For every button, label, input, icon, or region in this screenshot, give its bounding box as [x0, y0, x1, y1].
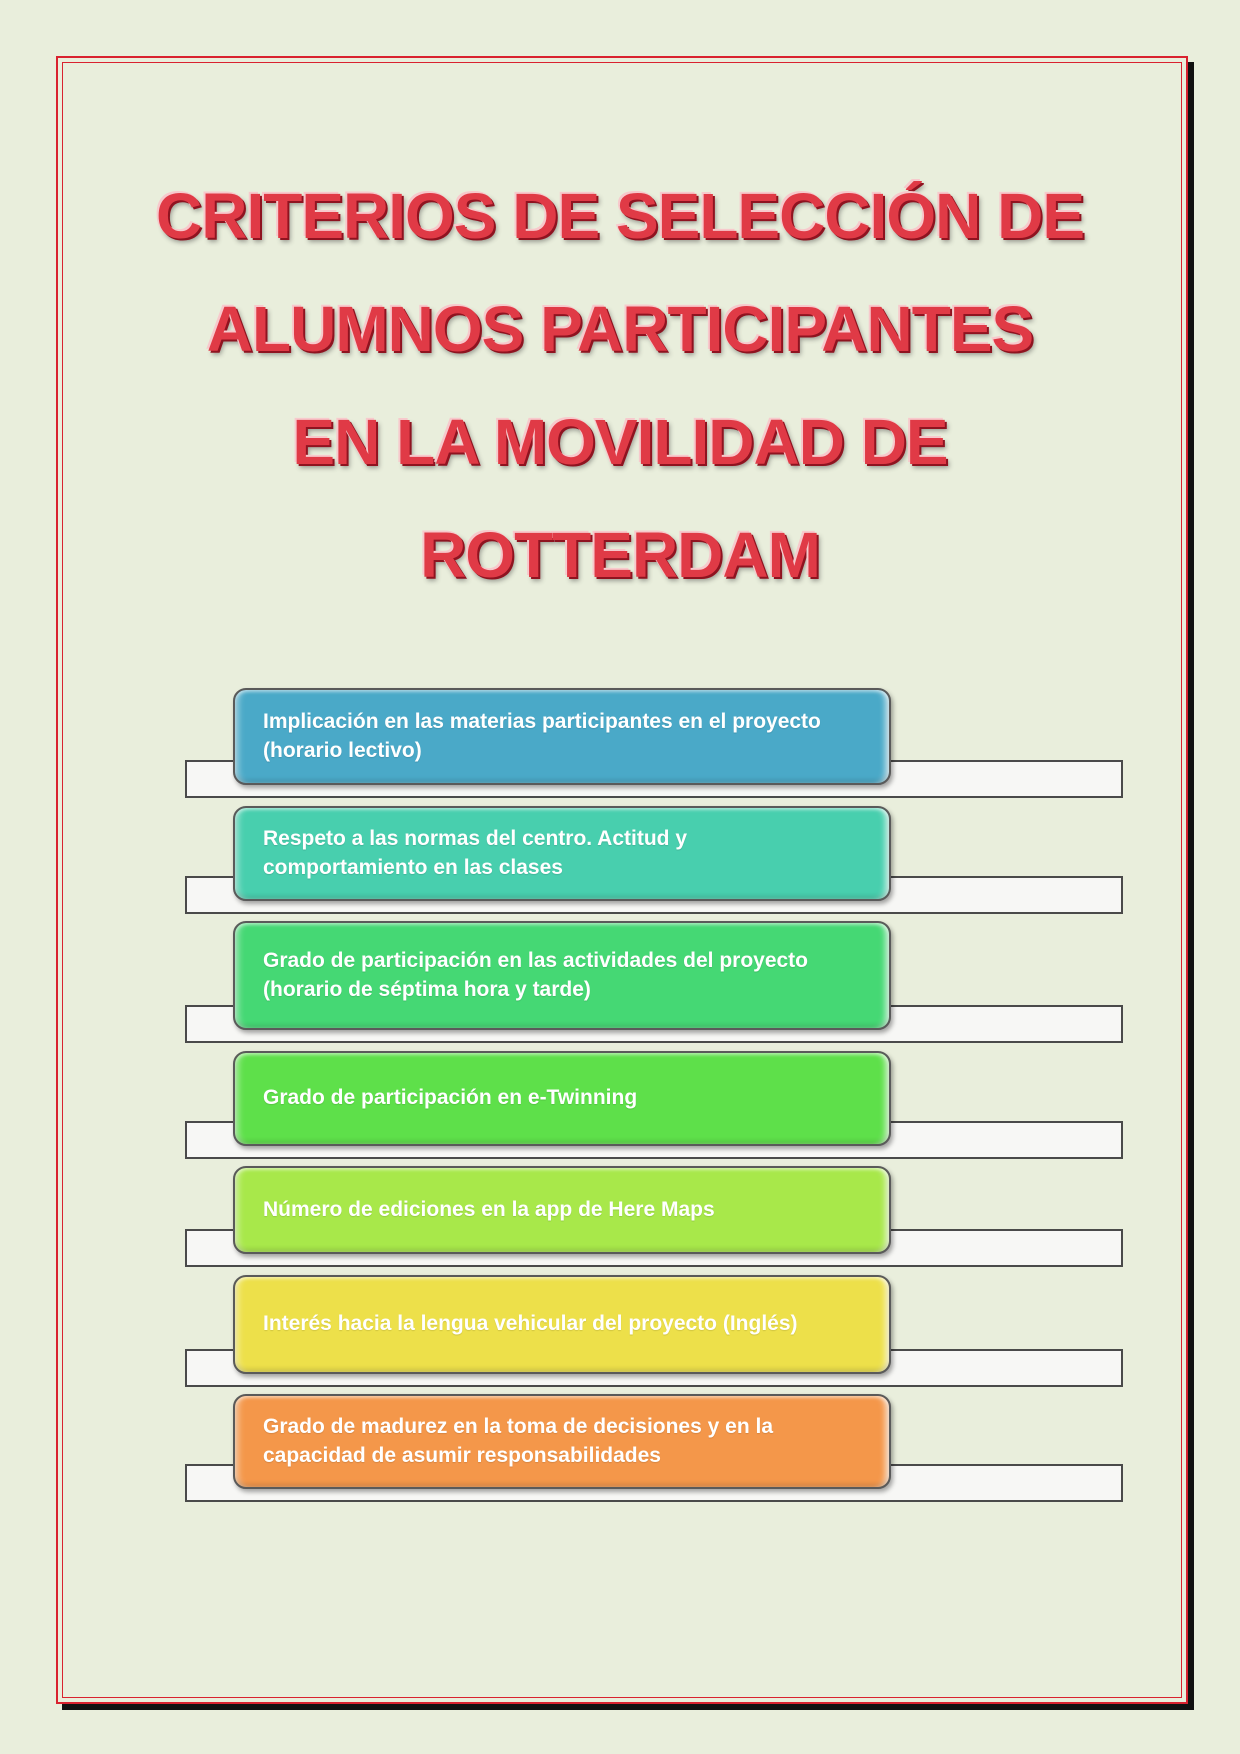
criterion-text — [263, 1195, 715, 1224]
criterion-text-line-1: Implicación en las materias participantes en el proyecto — [263, 709, 821, 733]
criterion-text — [263, 707, 821, 765]
criterion-text — [263, 1412, 773, 1470]
criterion-box — [233, 921, 891, 1030]
criterion-text-line-2: comportamiento en las clases — [263, 855, 563, 879]
criterion-text-line-1: Grado de participación en las actividades del proyecto — [263, 948, 809, 972]
criterion-text-line-1: Grado de participación en e-Twinning — [263, 1086, 638, 1109]
criterion-text — [263, 1083, 637, 1112]
criterion-text — [263, 946, 808, 1004]
criterion-box — [233, 806, 891, 901]
title-line-3: EN LA MOVILIDAD DE — [292, 406, 948, 478]
criterion-text-line-2: (horario de séptima hora y tarde) — [263, 977, 591, 1001]
criterion-text-line-2: capacidad de asumir responsabilidades — [263, 1443, 661, 1467]
title-line-1: CRITERIOS DE SELECCIÓN DE — [156, 180, 1084, 252]
criterion-box — [233, 688, 891, 785]
criterion-box — [233, 1166, 891, 1254]
criterion-text — [263, 824, 687, 882]
criterion-box — [233, 1394, 891, 1489]
title-line-2: ALUMNOS PARTICIPANTES — [206, 293, 1034, 365]
criterion-text-line-1: Interés hacia la lengua vehicular del proyecto (Inglés) — [263, 1312, 798, 1335]
criterion-box — [233, 1275, 891, 1374]
criterion-text — [263, 1309, 798, 1338]
criterion-text-line-1: Número de ediciones en la app de Here Maps — [263, 1197, 715, 1221]
criterion-text-line-1: Grado de madurez en la toma de decisiones y en la — [263, 1414, 773, 1438]
criterion-box — [233, 1051, 891, 1146]
criterion-text-line-2: (horario lectivo) — [263, 738, 422, 762]
title-line-4: ROTTERDAM — [420, 519, 820, 591]
criterion-text-line-1: Respeto a las normas del centro. Actitud y — [263, 826, 687, 850]
